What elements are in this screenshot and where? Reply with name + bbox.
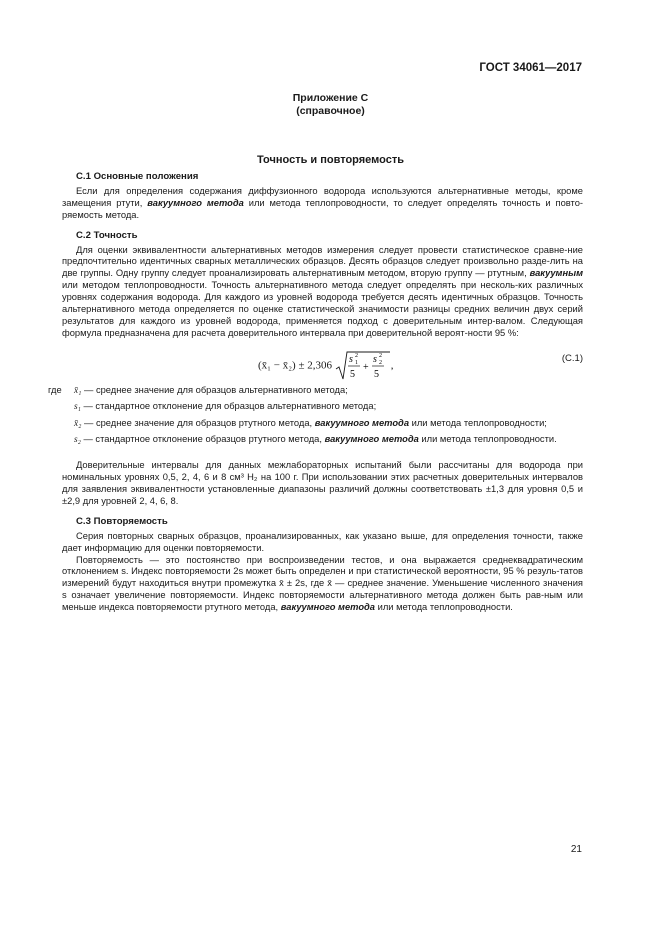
- definition-symbol: x̄₁: [74, 385, 82, 396]
- emphasis: вакуумного метода: [324, 434, 419, 445]
- svg-text:2: 2: [354, 352, 358, 359]
- definition-symbol: x̄₂: [74, 418, 82, 429]
- definition-symbol: s₁: [74, 402, 81, 413]
- svg-text:s: s: [348, 353, 353, 365]
- heading-c2: С.2 Точность: [76, 229, 138, 241]
- svg-text:+: +: [362, 361, 369, 373]
- formula-definitions: [48, 384, 583, 447]
- definition-text: — стандартное отклонение для образцов альтернативного метода;: [80, 401, 377, 412]
- heading-c3: С.3 Повторяемость: [76, 515, 168, 527]
- document-body: [48, 168, 584, 614]
- annex-heading: [0, 92, 661, 118]
- definition-row: [48, 384, 583, 398]
- definition-row: [62, 434, 583, 447]
- text-run: или методом теплопроводности. Точность альтернативного метода следует определять при несколь-ких различных уровнях содержания водорода. Для каждого из уровней водорода требуется десять идентичных образцов. Точность альтернативного метода определяется по оценке статистической значимости разницы средних величин двух серий результатов для каждого из уровней водорода, применяется подход с доверительным интер-валом. Следующая формула предназначена для расчета доверительного интервала при доверительной вероят-ности 95 %:: [62, 280, 583, 338]
- paragraph-c3-1: Серия повторных сварных образцов, проанализированных, как указано выше, для определения точности, также дает информацию для оценки повторяемости.: [62, 530, 583, 553]
- svg-text:5: 5: [373, 368, 379, 380]
- emphasis: вакуумным: [529, 268, 583, 279]
- definition-text: — стандартное отклонение образцов ртутного метода,: [80, 434, 325, 445]
- text-run: Повторяемость — это постоянство при воспроизведении тестов, и она выражается среднеквадратическим отклонением s. Индекс повторяемости 2s может быть определен и при статистической вероятности, 95 % резуль-татов измерений будут находиться внутри промежутка x̄ ± 2s, где x̄ — среднее значение. Уменьшение численного значения s означает увеличение повторяемости. Индекс повторяемости альтернативного метода должен быть рав-ным или меньше индекса повторяемости ртутного метода,: [62, 554, 583, 613]
- document-code: ГОСТ 34061—2017: [479, 62, 582, 74]
- text-run: или метода теплопроводности, то следует определять точность и повто-ряемость метода.: [62, 197, 584, 220]
- paragraph-c2-2: Доверительные интервалы для данных межлабораторных испытаний были рассчитаны для водорода при номинальных уровнях 0,5, 2, 4, 6 и 8 см³ H₂ на 100 г. При использовании этих расчетных доверительных интервалов для заявления эквивалентности установленные диапазоны различий должны соответствовать ±1,3 для уровня 0,5 и ±2,9 для уровней 2, 4, 6, 8.: [62, 460, 583, 506]
- definition-row: [62, 418, 583, 431]
- paragraph-c3-2: [62, 555, 583, 615]
- svg-text:1: 1: [354, 359, 358, 366]
- definition-symbol: s₂: [74, 435, 81, 446]
- svg-text:5: 5: [349, 368, 355, 380]
- text-run: или метода теплопроводности.: [375, 602, 513, 613]
- emphasis: вакуумного метода: [314, 417, 410, 428]
- sqrt-fraction-graphic: [335, 351, 391, 381]
- emphasis: вакуумного метода: [147, 197, 244, 208]
- paragraph-c1: [62, 186, 583, 222]
- formula-number: (С.1): [561, 352, 583, 364]
- page-number: 21: [570, 844, 582, 855]
- svg-text:2: 2: [378, 359, 382, 366]
- section-title: Точность и повторяемость: [257, 154, 404, 166]
- definition-text: — среднее значение для образцов альтернативного метода;: [81, 384, 348, 395]
- definition-text: — среднее значение для образцов ртутного метода,: [81, 417, 315, 428]
- paragraph-c2-1: [62, 245, 583, 340]
- svg-text:s: s: [372, 353, 377, 365]
- emphasis: вакуумного метода: [280, 602, 376, 613]
- definition-lead: где: [48, 384, 62, 395]
- text-run: Если для определения содержания диффузионного водорода используются альтернативные методы, кроме замещения ртути,: [62, 185, 583, 208]
- definition-text: или метода теплопроводности.: [418, 434, 557, 445]
- annex-title: Приложение С: [292, 92, 369, 104]
- definition-row: [62, 401, 583, 414]
- svg-text:2: 2: [378, 352, 382, 359]
- formula-left: (x̄₁ − x̄₂) ± 2,306: [258, 359, 332, 372]
- formula-c1: [62, 343, 583, 379]
- formula-expression: (x̄₁ − x̄₂) ± 2,306 s 2 1 5 + s 2 2 5 ,: [258, 352, 394, 380]
- annex-type: (справочное): [296, 105, 365, 117]
- heading-c1: С.1 Основные положения: [76, 171, 199, 182]
- definition-text: или метода теплопроводности;: [409, 417, 547, 428]
- text-run: Для оценки эквивалентности альтернативных методов измерения следует провести статистическое сравне-ние предпочтительно идентичных сварных металлических образцов. Десять образцов следует произвольно разде-лить на две группы. Одну группу следует проанализировать альтернативным методом, вторую группу — ртутным,: [62, 244, 583, 279]
